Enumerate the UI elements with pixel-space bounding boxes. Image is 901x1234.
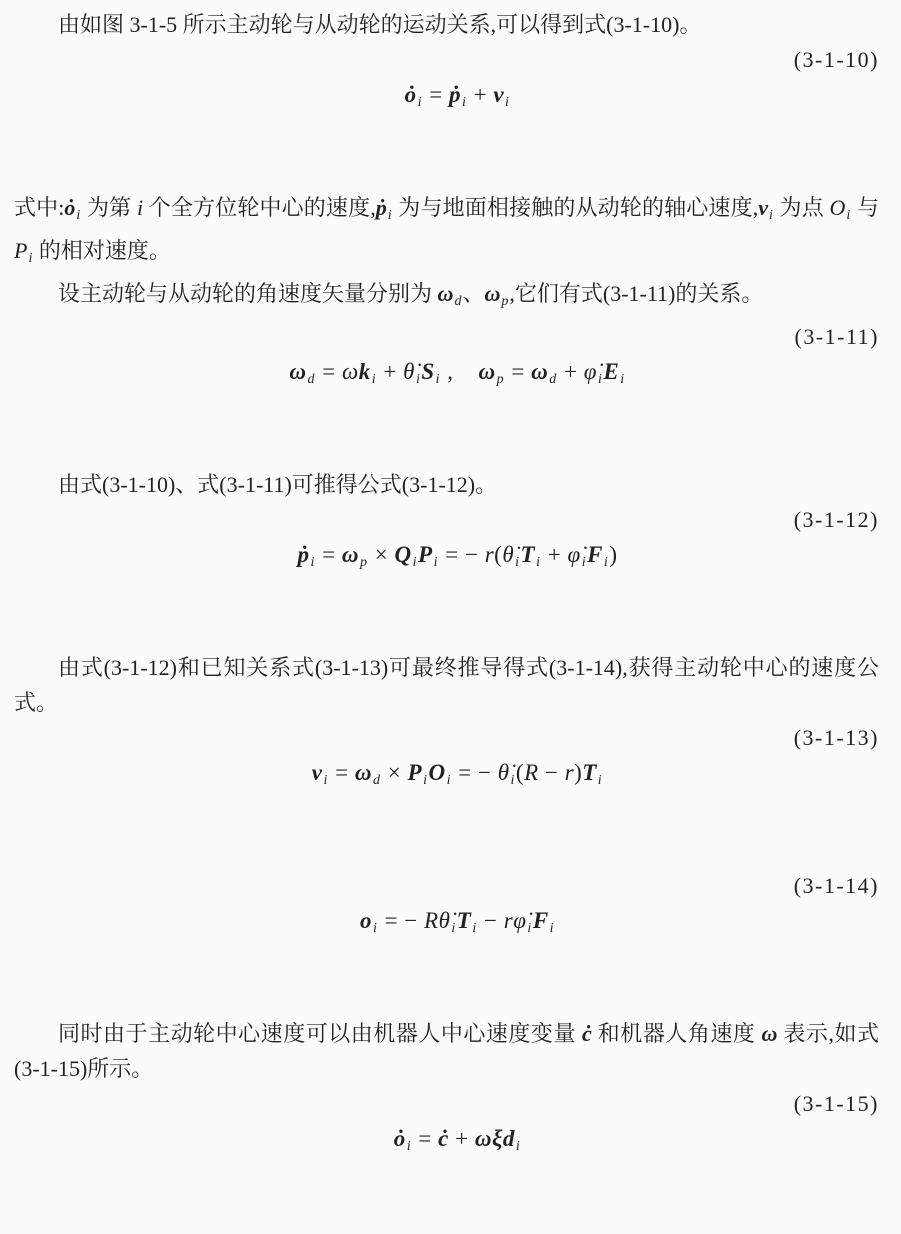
paragraph-intro: 由如图 3-1-5 所示主动轮与从动轮的运动关系,可以得到式(3-1-10)。	[58, 12, 702, 37]
equation-number: (3-1-13)	[793, 725, 879, 750]
equation-3-1-12	[14, 502, 879, 650]
equation-formula: ṗi = ωp × QiPi = − r(θ̇iTi + φ̇iFi)	[297, 542, 618, 570]
equation-formula: ȯi = ṗi + vi	[404, 82, 510, 110]
paragraph-derive-12: 由式(3-1-10)、式(3-1-11)可推得公式(3-1-12)。	[58, 472, 498, 497]
equation-formula: vi = ωd × PiOi = − θ̇i(R − r)Ti	[311, 760, 603, 788]
paragraph-where-clause: 式中:ȯi 为第 i 个全方位轮中心的速度,ṗi 为与地面相接触的从动轮的轴心速度,vi 为点 Oi 与 Pi 的相对速度。	[14, 195, 879, 266]
equation-3-1-15	[14, 1086, 879, 1234]
equation-formula: ȯi = ċ + ωξdi	[393, 1126, 521, 1154]
equation-formula: oi = − Rθ̇iTi − rφ̇iFi	[359, 908, 555, 936]
paragraph-angular-velocity: 设主动轮与从动轮的角速度矢量分别为 ωd、ωp,它们有式(3-1-11)的关系。	[58, 281, 764, 309]
equation-number: (3-1-12)	[793, 507, 879, 532]
equation-number: (3-1-15)	[793, 1091, 879, 1116]
equation-3-1-10	[14, 42, 879, 190]
equation-number: (3-1-14)	[793, 873, 879, 898]
equation-formula: ωd = ωki + θ̇iSi , ωp = ωd + φ̇iEi	[289, 359, 625, 387]
paragraph-robot-center: 同时由于主动轮中心速度可以由机器人中心速度变量 ċ 和机器人角速度 ω 表示,如式(3-1-15)所示。	[14, 1021, 879, 1081]
paragraph-derive-14: 由式(3-1-12)和已知关系式(3-1-13)可最终推导得式(3-1-14),获得主动轮中心的速度公式。	[14, 655, 879, 715]
equation-number: (3-1-10)	[793, 47, 879, 72]
equation-number: (3-1-11)	[794, 324, 879, 349]
equation-3-1-13	[14, 720, 879, 868]
equation-3-1-14	[14, 868, 879, 1016]
equation-3-1-11	[14, 319, 879, 467]
